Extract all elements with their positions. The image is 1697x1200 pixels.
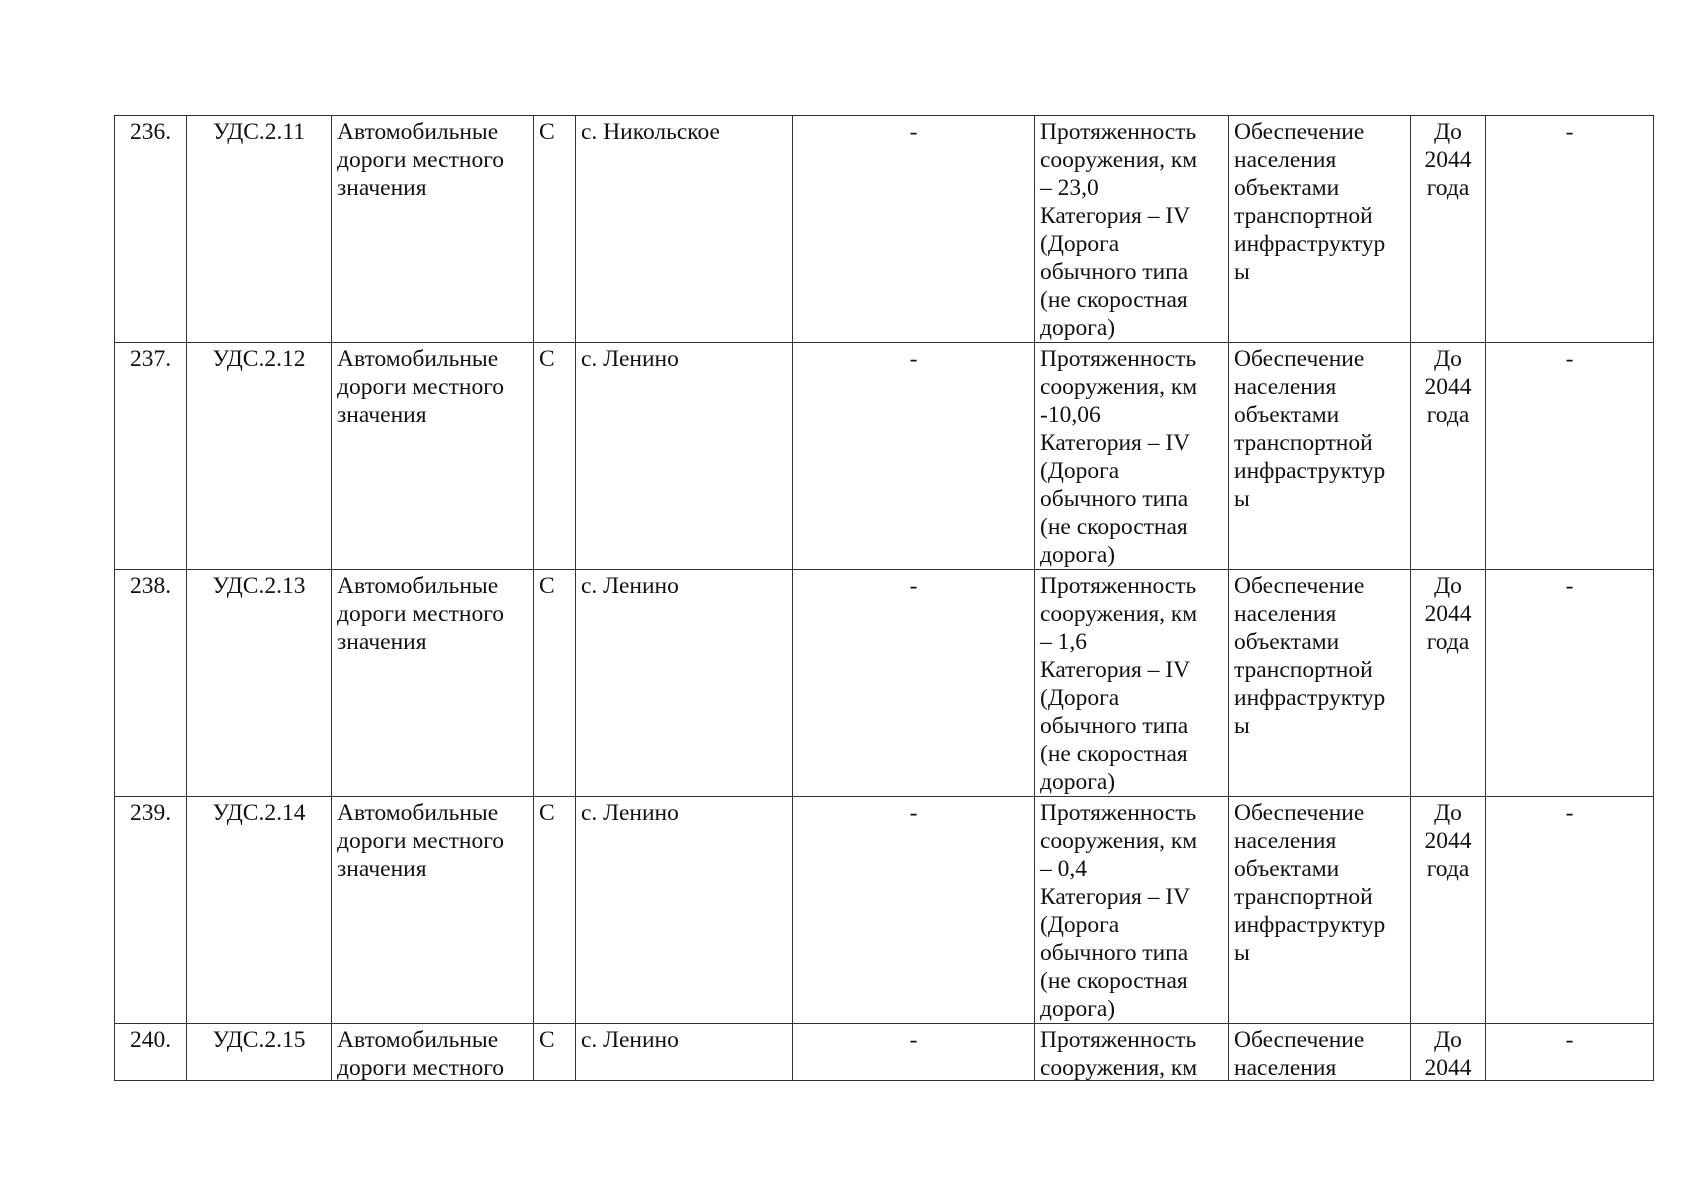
- row-number: 239.: [129, 800, 172, 826]
- row-number-cell: [115, 343, 187, 570]
- code-cell: [187, 797, 332, 1024]
- col10-value: -: [1565, 119, 1574, 145]
- table-row: [115, 797, 1654, 1024]
- characteristics-cell: [1035, 570, 1229, 797]
- name-cell: [332, 116, 534, 343]
- name-cell: [332, 797, 534, 1024]
- code-cell: [187, 116, 332, 343]
- object-code: УДС.2.12: [212, 346, 306, 372]
- object-purpose: Обеспечение населения: [1234, 1027, 1365, 1080]
- location-cell: [576, 343, 793, 570]
- col10-cell: [1486, 570, 1654, 797]
- row-number: 238.: [129, 573, 172, 599]
- object-status: С: [539, 346, 555, 372]
- object-characteristics: Протяженность сооружения, км – 0,4 Категория – IV (Дорога обычного типа (не скоростная дорога): [1040, 800, 1198, 1022]
- col6-cell: [793, 116, 1035, 343]
- row-number: 240.: [129, 1027, 172, 1053]
- object-purpose: Обеспечение населения объектами транспортной инфраструктур ы: [1234, 800, 1386, 966]
- object-term: До 2044 года: [1424, 119, 1472, 201]
- object-code: УДС.2.14: [212, 800, 306, 826]
- row-number: 237.: [129, 346, 172, 372]
- object-characteristics: Протяженность сооружения, км – 1,6 Категория – IV (Дорога обычного типа (не скоростная дорога): [1040, 573, 1198, 795]
- purpose-cell: [1229, 797, 1411, 1024]
- object-status: С: [539, 573, 555, 599]
- table-row: [115, 570, 1654, 797]
- purpose-cell: [1229, 570, 1411, 797]
- purpose-cell: [1229, 1024, 1411, 1081]
- table-row: [115, 343, 1654, 570]
- purpose-cell: [1229, 343, 1411, 570]
- object-location: с. Ленино: [581, 1027, 679, 1053]
- object-purpose: Обеспечение населения объектами транспортной инфраструктур ы: [1234, 119, 1386, 285]
- location-cell: [576, 797, 793, 1024]
- col6-cell: [793, 343, 1035, 570]
- object-status: С: [539, 800, 555, 826]
- characteristics-cell: [1035, 343, 1229, 570]
- location-cell: [576, 570, 793, 797]
- object-code: УДС.2.13: [212, 573, 306, 599]
- term-cell: [1411, 116, 1486, 343]
- name-cell: [332, 1024, 534, 1081]
- term-cell: [1411, 343, 1486, 570]
- term-cell: [1411, 1024, 1486, 1081]
- object-characteristics: Протяженность сооружения, км: [1040, 1027, 1198, 1080]
- object-name: Автомобильные дороги местного: [337, 1027, 505, 1080]
- characteristics-cell: [1035, 116, 1229, 343]
- col10-value: -: [1565, 346, 1574, 372]
- status-cell: [534, 116, 576, 343]
- object-status: С: [539, 119, 555, 145]
- status-cell: [534, 570, 576, 797]
- object-name: Автомобильные дороги местного значения: [337, 119, 505, 201]
- table-row: [115, 1024, 1654, 1081]
- purpose-cell: [1229, 116, 1411, 343]
- object-characteristics: Протяженность сооружения, км -10,06 Категория – IV (Дорога обычного типа (не скоростная дорога): [1040, 346, 1198, 568]
- object-characteristics: Протяженность сооружения, км – 23,0 Категория – IV (Дорога обычного типа (не скоростная дорога): [1040, 119, 1198, 341]
- col10-cell: [1486, 1024, 1654, 1081]
- status-cell: [534, 797, 576, 1024]
- col6-cell: [793, 570, 1035, 797]
- object-location: с. Ленино: [581, 573, 679, 599]
- col6-value: -: [909, 800, 918, 826]
- row-number-cell: [115, 1024, 187, 1081]
- object-term: До 2044 года: [1424, 573, 1472, 655]
- location-cell: [576, 116, 793, 343]
- term-cell: [1411, 570, 1486, 797]
- location-cell: [576, 1024, 793, 1081]
- col10-cell: [1486, 343, 1654, 570]
- object-term: До 2044 года: [1424, 346, 1472, 428]
- status-cell: [534, 1024, 576, 1081]
- object-term: До 2044 года: [1424, 800, 1472, 882]
- col6-cell: [793, 1024, 1035, 1081]
- col10-value: -: [1565, 573, 1574, 599]
- col6-cell: [793, 797, 1035, 1024]
- object-name: Автомобильные дороги местного значения: [337, 800, 505, 882]
- object-name: Автомобильные дороги местного значения: [337, 573, 505, 655]
- code-cell: [187, 343, 332, 570]
- col6-value: -: [909, 573, 918, 599]
- code-cell: [187, 1024, 332, 1081]
- object-location: с. Никольское: [581, 119, 720, 145]
- col6-value: -: [909, 119, 918, 145]
- object-location: с. Ленино: [581, 800, 679, 826]
- col10-cell: [1486, 797, 1654, 1024]
- col6-value: -: [909, 1027, 918, 1053]
- term-cell: [1411, 797, 1486, 1024]
- object-status: С: [539, 1027, 555, 1053]
- row-number-cell: [115, 116, 187, 343]
- row-number-cell: [115, 570, 187, 797]
- status-cell: [534, 343, 576, 570]
- name-cell: [332, 570, 534, 797]
- object-location: с. Ленино: [581, 346, 679, 372]
- object-term: До 2044: [1424, 1027, 1472, 1080]
- col10-value: -: [1565, 1027, 1574, 1053]
- object-purpose: Обеспечение населения объектами транспортной инфраструктур ы: [1234, 346, 1386, 512]
- col6-value: -: [909, 346, 918, 372]
- col10-value: -: [1565, 800, 1574, 826]
- code-cell: [187, 570, 332, 797]
- name-cell: [332, 343, 534, 570]
- object-code: УДС.2.11: [212, 119, 306, 145]
- row-number: 236.: [129, 119, 172, 145]
- object-purpose: Обеспечение населения объектами транспортной инфраструктур ы: [1234, 573, 1386, 739]
- row-number-cell: [115, 797, 187, 1024]
- object-code: УДС.2.15: [212, 1027, 306, 1053]
- characteristics-cell: [1035, 1024, 1229, 1081]
- table-row: [115, 116, 1654, 343]
- object-name: Автомобильные дороги местного значения: [337, 346, 505, 428]
- objects-table: [114, 115, 1654, 1081]
- col10-cell: [1486, 116, 1654, 343]
- characteristics-cell: [1035, 797, 1229, 1024]
